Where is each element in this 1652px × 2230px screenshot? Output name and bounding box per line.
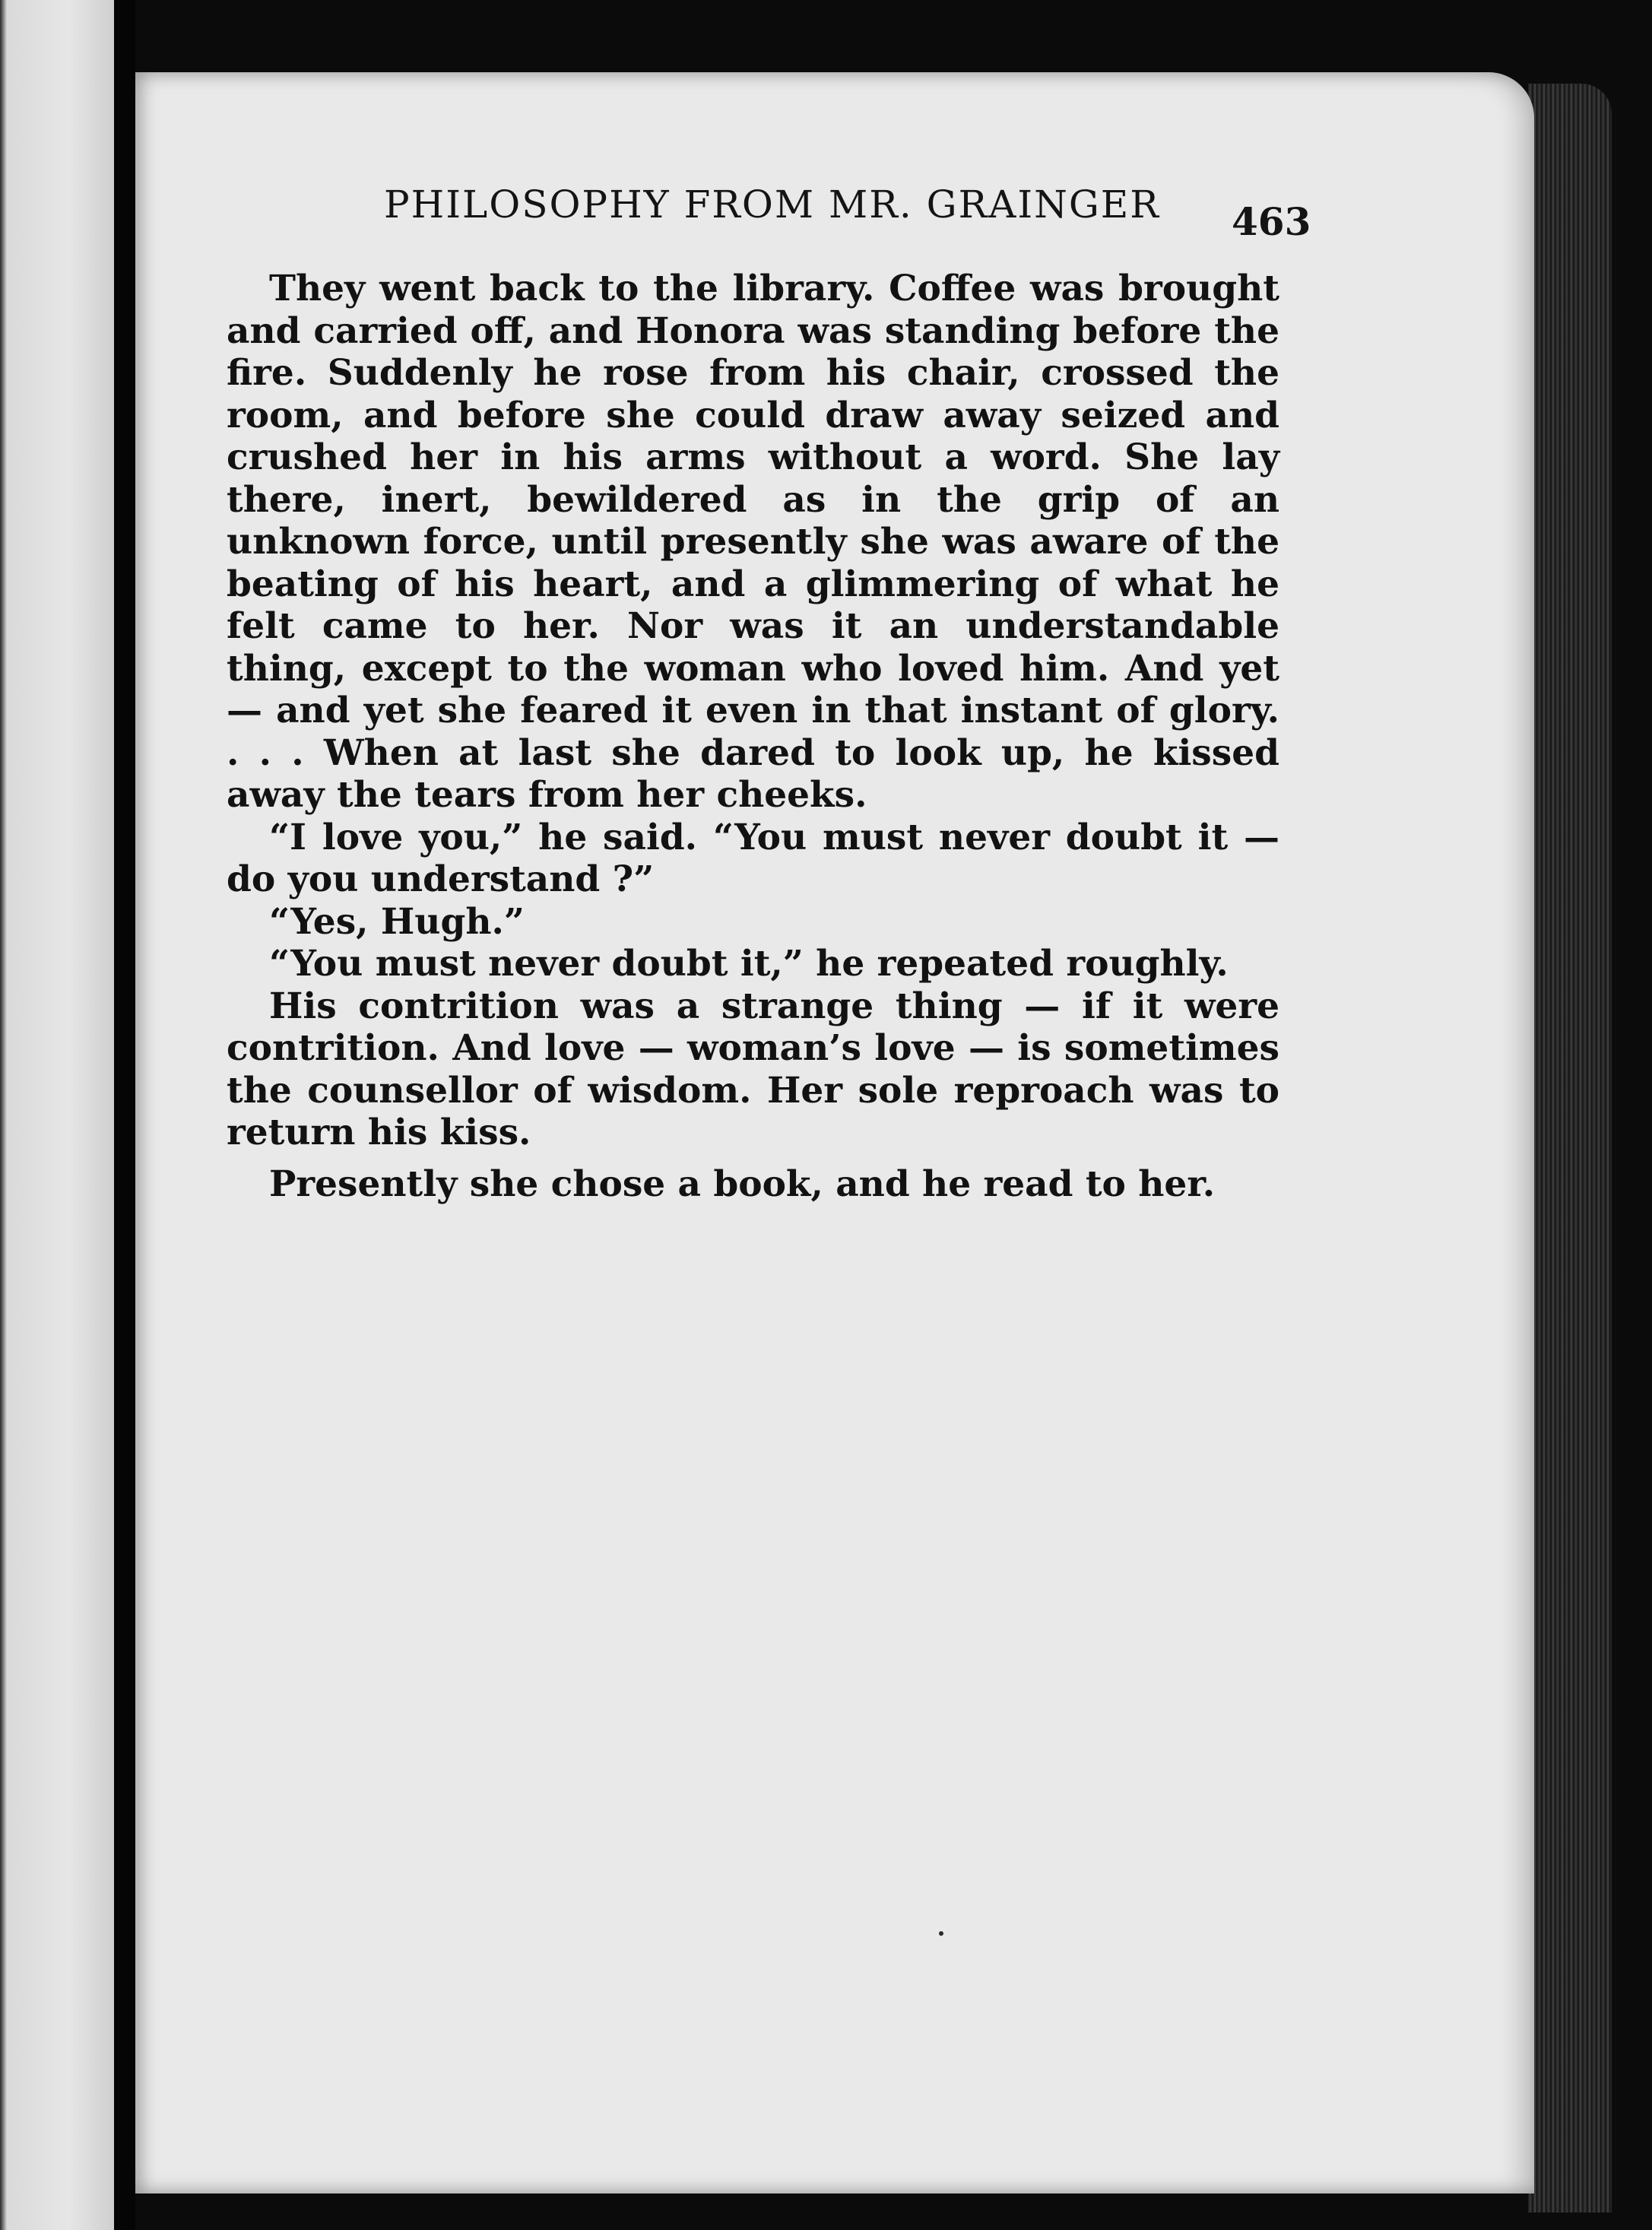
book-gutter <box>114 0 135 2230</box>
page-body <box>227 268 1279 1205</box>
left-page-edge <box>0 0 114 2230</box>
page-number: 463 <box>1232 199 1311 244</box>
paragraph: They went back to the library. Coffee was brought and carried off, and Honora was standing before the fire. Suddenly he rose from his chair, crossed the room, and before she could draw away seized and crushed her in his arms without a word. She lay there, inert, bewildered as in the grip of an unknown force, until presently she was aware of the beating of his heart, and a glimmering of what he felt came to her. Nor was it an understandable thing, except to the woman who loved him. And yet — and yet she feared it even in that instant of glory. . . . When at last she dared to look up, he kissed away the tears from her cheeks. <box>227 268 1279 816</box>
page-stack-edge <box>1528 84 1612 2213</box>
paragraph: His contrition was a strange thing — if it were contrition. And love — woman’s love — is sometimes the counsellor of wisdom. Her sole reproach was to return his kiss. <box>227 985 1279 1153</box>
paragraph: “I love you,” he said. “You must never doubt it — do you understand ?” <box>227 816 1279 900</box>
paragraph: “You must never doubt it,” he repeated roughly. <box>269 943 1229 985</box>
running-title: PHILOSOPHY FROM MR. GRAINGER <box>384 182 1160 227</box>
paragraph: Presently she chose a book, and he read to her. <box>269 1163 1216 1205</box>
paper-speck <box>939 1931 943 1936</box>
paragraph: “Yes, Hugh.” <box>269 900 525 943</box>
